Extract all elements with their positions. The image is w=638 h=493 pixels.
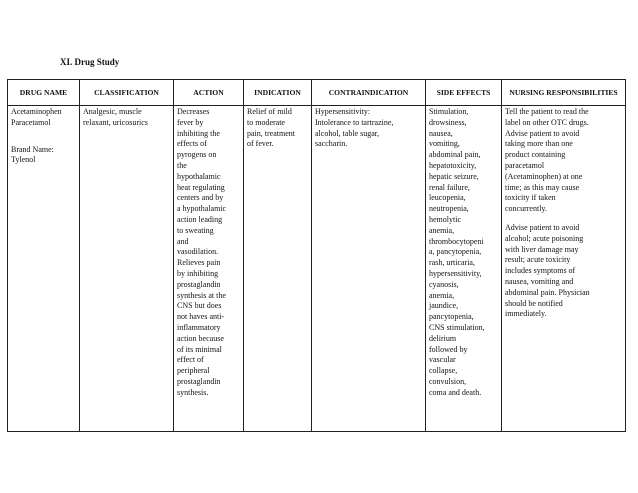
nursing-paragraph-1 [505,107,623,215]
text-line: taking more than one [505,139,573,149]
header-drug-name: DRUG NAME [8,80,80,106]
text-line: immediately. [505,309,547,319]
text-line: rash, urticaria, [429,258,475,268]
text-line: CNS but does [177,301,222,311]
brand-name-lines [11,145,77,167]
text-line: delirium [429,333,457,343]
text-line: coma and death. [429,387,482,397]
text-line: with liver damage may [505,244,579,254]
text-line: the [177,160,187,170]
text-line: of its minimal [177,344,222,354]
text-line: not haves anti- [177,312,225,322]
text-line: leucopenia, [429,193,466,203]
text-line: product containing [505,150,566,160]
text-line: toxicity if taken [505,193,556,203]
text-line: pancytopenia, [429,312,474,322]
header-classification: CLASSIFICATION [80,80,174,106]
header-action: ACTION [174,80,244,106]
text-line: Decreases [177,107,210,116]
text-line: Paracetamol [11,117,51,127]
text-line: of fever. [247,139,274,149]
drug-study-table [7,79,626,432]
cell-classification [80,106,174,432]
text-line: vomiting, [429,139,460,149]
text-line: result; acute toxicity [505,255,571,265]
text-line: fever by [177,117,204,127]
text-line: saccharin. [315,139,348,149]
table-header-row [8,80,626,106]
text-line: abdominal pain, [429,150,481,160]
header-indication: INDICATION [244,80,312,106]
text-line: hemolytic [429,214,461,224]
text-line: time; as this may cause [505,182,580,192]
text-line: hepatic seizure, [429,171,479,181]
text-line: jaundice, [429,301,459,311]
cell-indication [244,106,312,432]
text-line: hypothalamic [177,171,221,181]
text-line: peripheral [177,366,210,376]
text-line: heat regulating [177,182,225,192]
text-line: hypersensitivity, [429,268,482,278]
text-line: paracetamol [505,160,545,170]
text-line: inhibiting the [177,128,220,138]
text-line: vasodilation. [177,247,219,257]
text-line: collapse, [429,366,458,376]
cell-action [174,106,244,432]
text-line: prostaglandin [177,279,221,289]
text-line: action leading [177,214,223,224]
text-line: Advise patient to avoid [505,222,580,232]
text-line: to sweating [177,225,214,235]
page-title: XI. Drug Study [60,57,120,67]
text-line: Relief of mild [247,107,292,116]
text-line: nausea, vomiting and [505,276,574,286]
cell-nursing-responsibilities [502,106,626,432]
text-line: abdominal pain. Physician [505,287,590,297]
header-contraindication: CONTRAINDICATION [312,80,426,106]
text-line: a hypothalamic [177,204,227,214]
text-line: Tell the patient to read the [505,107,589,116]
text-line: Relieves pain [177,258,221,268]
text-line: effects of [177,139,207,149]
text-line: Stimulation, [429,107,469,116]
text-line: cyanosis, [429,279,459,289]
text-line: includes symptoms of [505,266,576,276]
text-line: thrombocytopeni [429,236,484,246]
text-line: Acetaminophen [11,107,62,116]
text-line: pain, treatment [247,128,295,138]
text-line: inflammatory [177,322,221,332]
text-line: by inhibiting [177,268,219,278]
text-line: prostaglandin [177,376,221,386]
text-line: CNS stimulation, [429,322,485,332]
text-line: to moderate [247,117,285,127]
text-line: concurrently. [505,204,547,214]
text-line: centers and by [177,193,224,203]
text-line: hepatotoxicity, [429,160,477,170]
header-nursing-responsibilities: NURSING RESPONSIBILITIES [502,80,626,106]
text-line: Analgesic, muscle [83,107,142,116]
text-line: followed by [429,344,468,354]
text-line: anemia, [429,290,455,300]
nursing-paragraph-2 [505,223,623,320]
text-line: relaxant, uricosurics [83,117,148,127]
text-line: renal failure, [429,182,470,192]
text-line: effect of [177,355,204,365]
header-side-effects: SIDE EFFECTS [426,80,502,106]
text-line: action because [177,333,224,343]
text-line: drowsiness, [429,117,467,127]
text-line: label on other OTC drugs. [505,117,589,127]
text-line: anemia, [429,225,455,235]
text-line: should be notified [505,298,563,308]
text-line: synthesis at the [177,290,226,300]
text-line: a, pancytopenia, [429,247,482,257]
text-line: Hypersensitivity: [315,107,371,116]
text-line: alcohol; acute poisoning [505,233,584,243]
text-line: neutropenia, [429,204,469,214]
text-line: convulsion, [429,376,467,386]
table-row [8,106,626,432]
text-line: Advise patient to avoid [505,128,580,138]
text-line: vascular [429,355,456,365]
text-line: synthesis. [177,387,209,397]
text-line: alcohol, table sugar, [315,128,380,138]
text-line: nausea, [429,128,453,138]
text-line: pyrogens on [177,150,217,160]
cell-side-effects [426,106,502,432]
text-line: Brand Name: [11,144,54,154]
text-line: Tylenol [11,155,36,165]
text-line: and [177,236,189,246]
text-line: Intolerance to tartrazine, [315,117,394,127]
cell-contraindication [312,106,426,432]
cell-drug-name [8,106,80,432]
text-line: (Acetaminophen) at one [505,171,583,181]
generic-name-lines [11,107,77,129]
